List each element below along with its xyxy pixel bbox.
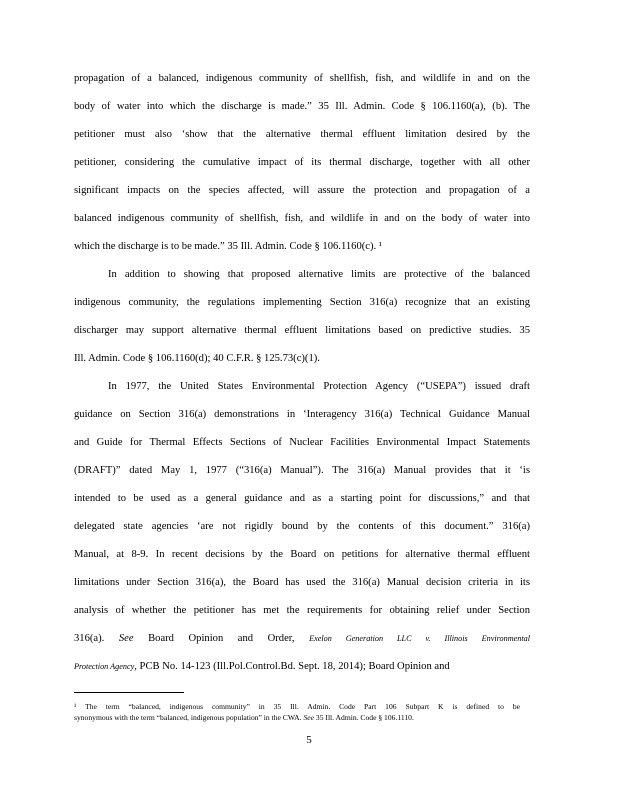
case-name: Exelon Generation LLC v. Illinois Environmental [309,634,530,643]
body-line: which the discharge is to be made.” 35 Ill. Admin. Code § 106.1160(c). ¹ [74,241,382,252]
body-line: body of water into which the discharge is made.” 35 Ill. Admin. Code § 106.1160(a), (b). The [74,101,530,112]
body-line: Ill. Admin. Code § 106.1160(d); 40 C.F.R. § 125.73(c)(1). [74,353,320,364]
body-line: In 1977, the United States Environmental Protection Agency (“USEPA”) issued draft [108,381,530,392]
body-line: and Guide for Thermal Effects Sections of Nuclear Facilities Environmental Impact Statements [74,437,530,448]
body-line: analysis of whether the petitioner has met the requirements for obtaining relief under Section [74,605,530,616]
body-line: propagation of a balanced, indigenous community of shellfish, fish, and wildlife in and on the [74,73,530,84]
body-line: Manual, at 8-9. In recent decisions by the Board on petitions for alternative thermal effluent [74,549,530,560]
footnote-text: synonymous with the term “balanced, indigenous population” in the CWA. [74,713,302,722]
footnote-separator [74,692,184,693]
body-line: significant impacts on the species affected, will assure the protection and propagation of a [74,185,530,196]
body-line: limitations under Section 316(a), the Board has used the 316(a) Manual decision criteria in its [74,577,530,588]
page-number: 5 [306,734,312,746]
citation-text: Board Opinion and Order, [148,633,295,644]
body-line: petitioner must also ‘show that the alternative thermal effluent limitation desired by the [74,129,530,140]
body-line: balanced indigenous community of shellfish, fish, and wildlife in and on the body of water into [74,213,530,224]
body-line: delegated state agencies ‘are not rigidly bound by the contents of this document.” 316(a) [74,521,530,532]
footnote-line [74,713,520,723]
footnote-line: ¹ The term “balanced, indigenous community” in 35 Ill. Admin. Code Part 106 Subpart K is defined to be [74,702,520,711]
body-line-case-citation [74,632,530,646]
body-line: discharger may support alternative thermal effluent limitations based on predictive studies. 35 [74,325,530,336]
body-line-case-citation [74,660,530,674]
body-line: guidance on Section 316(a) demonstrations in ‘Interagency 316(a) Technical Guidance Manual [74,409,530,420]
citation-signal: See [118,633,134,644]
footnote-text: 35 Ill. Admin. Code § 106.1110. [315,713,414,722]
footnote-signal: See [303,713,315,722]
body-line: intended to be used as a general guidance and as a starting point for discussions,” and that [74,493,530,504]
body-line: petitioner, considering the cumulative impact of its thermal discharge, together with all other [74,157,530,168]
body-line: indigenous community, the regulations implementing Section 316(a) recognize that an existing [74,297,530,308]
case-name: Protection Agency [74,662,135,671]
body-line: In addition to showing that proposed alternative limits are protective of the balanced [108,269,530,280]
body-line: (DRAFT)” dated May 1, 1977 (“316(a) Manual”). The 316(a) Manual provides that it ‘is [74,465,530,476]
citation-text: , PCB No. 14-123 (Ill.Pol.Control.Bd. Sept. 18, 2014); Board Opinion and [134,661,450,672]
citation-text: 316(a). [74,633,105,644]
